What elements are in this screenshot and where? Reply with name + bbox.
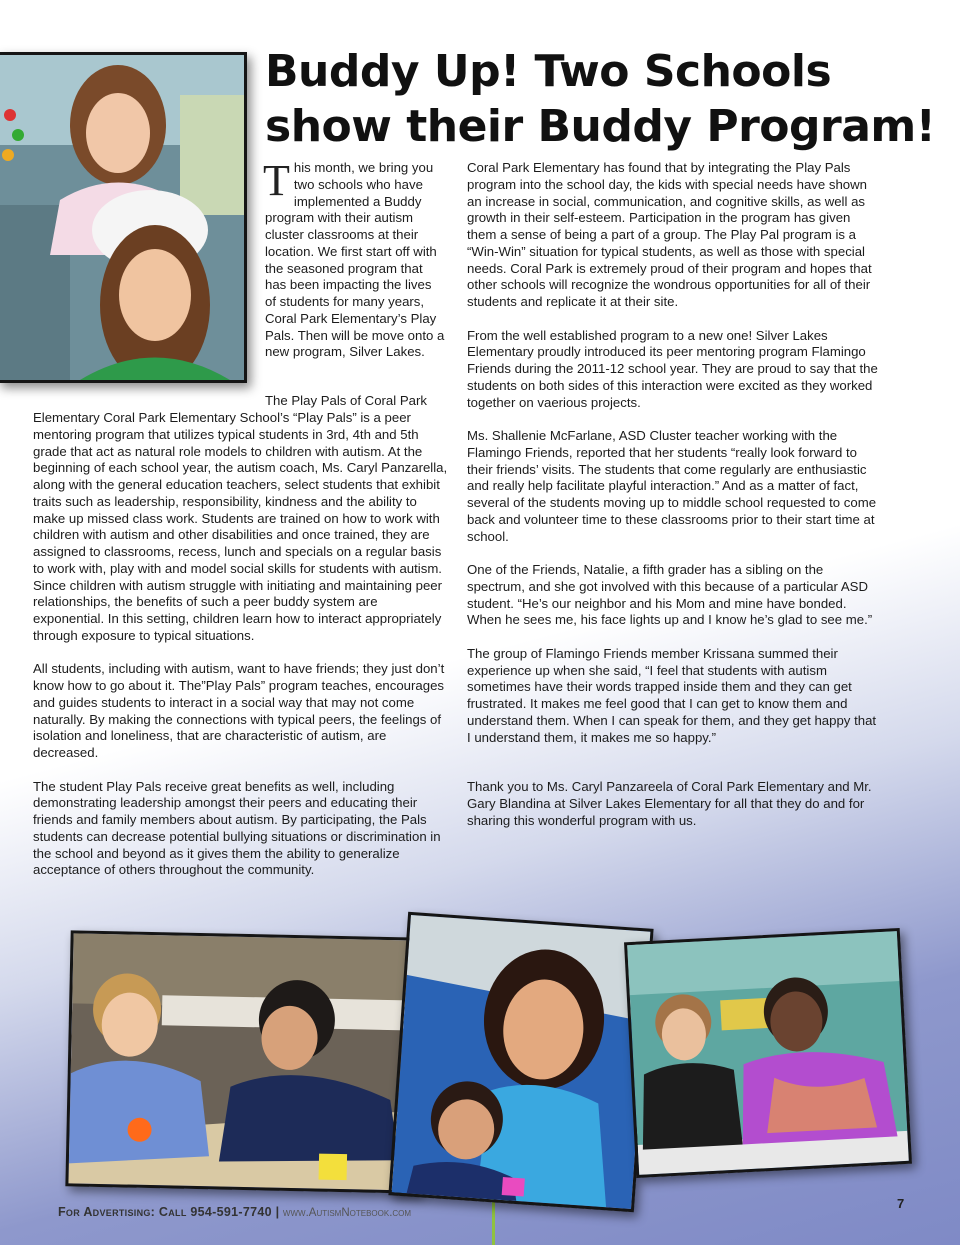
- drop-cap: T: [263, 156, 290, 205]
- right-paragraph-4: One of the Friends, Natalie, a fifth grader has a sibling on the spectrum, and she got involved with this because of a particular ASD student. “He’s our neighbor and his Mom and mine have bonded. When he sees me, his face lights up and I know he’s glad to see me.”: [467, 562, 873, 628]
- article-title: Buddy Up! Two Schools show their Buddy Program!: [265, 46, 936, 152]
- intro-text: his month, we bring you two schools who have implemented a Buddy program with their autism cluster classrooms at their location. We first start off with the seasoned program that has been impacting the lives of students for many years, Coral Park Elementary’s Play Pals. Then will be move onto a new program, Silver Lakes.: [265, 160, 445, 360]
- left-paragraph-3: The student Play Pals receive great benefits as well, including demonstrating leadership amongst their peers and educating their friends and family members about autism. By participating, the Pals students can decrease potential bullying situations or discrimination in the school and beyond as it gives them the ability to generalize acceptance of others throughout the community.: [33, 778, 441, 878]
- right-paragraph-6: Thank you to Ms. Caryl Panzareela of Coral Park Elementary and Mr. Gary Blandina at Silver Lakes Elementary for all that they do and for sharing this wonderful program with us.: [467, 779, 872, 828]
- page-number: 7: [897, 1196, 905, 1211]
- photo-boys-at-table: [65, 930, 424, 1193]
- left-column: [33, 410, 449, 879]
- left-paragraph-2: All students, including with autism, want to have friends; they just don’t know how to go about it. The”Play Pals” program teaches, encourages and guides students to interact in a social way that may not come naturally. By making the connections with typical peers, the feelings of isolation and loneliness, that are characteristic of autism, are decreased.: [33, 661, 445, 760]
- right-paragraph-1: Coral Park Elementary has found that by integrating the Play Pals program into the school day, the kids with special needs have shown an increase in social, communication, and cognitive skills, as well as growth in their self-esteem. Participation in the program has given them a sense of being a part of a group. The Play Pal program is a “Win-Win” situation for typical students, as well as those with special needs. Coral Park is extremely proud of their program and hopes that other schools will recognize the wondrous opportunities for all of their students and replicate it at their site.: [467, 160, 872, 309]
- photo-two-boys: [624, 928, 912, 1178]
- right-paragraph-2: From the well established program to a new one! Silver Lakes Elementary proudly introduced its peer mentoring program Flamingo Friends during the 2011-12 school year. They are proud to say that the students on both sides of this interaction were excited as they worked together on vaerious projects.: [467, 327, 878, 410]
- play-pals-heading-line: The Play Pals of Coral Park: [265, 393, 427, 408]
- intro-paragraph: [263, 156, 445, 361]
- right-column: [467, 160, 882, 830]
- advertising-line: For Advertising: Call 954-591-7740 |: [58, 1205, 280, 1219]
- photo-girl-and-boy: [388, 912, 653, 1212]
- left-column-lead: [265, 393, 445, 410]
- footer: [58, 1205, 411, 1219]
- right-paragraph-5: The group of Flamingo Friends member Krissana summed their experience up when she said, “I feel that students with autism sometimes have their words trapped inside them and they can get frustrated. It makes me feel good that I can get to know them and understand them. When I can speak for them, and they get happy that I understand them, it makes me so happy.”: [467, 645, 877, 745]
- right-paragraph-3: Ms. Shallenie McFarlane, ASD Cluster teacher working with the Flamingo Friends, reported that her students “really look forward to their friends’ visits. The students that come regularly are enthusiastic and really help facilitate playful interaction.” And as a matter of fact, several of the students moving up to middle school requested to come back and volunteer time to these classrooms prior to their start time at school.: [467, 428, 877, 544]
- photo-two-girls: [0, 52, 247, 383]
- website-url: www.AutismNotebook.com: [282, 1207, 412, 1219]
- left-paragraph-1: Elementary Coral Park Elementary School’s “Play Pals” is a peer mentoring program that utilizes typical students in 3rd, 4th and 5th grade that act as natural role models to children with autism. At the beginning of each school year, the autism coach, Ms. Caryl Panzarella, along with the general education teachers, select students that exhibit traits such as leadership, responsibility, kindness and the ability to make up missed class work. Students are trained on how to work with children with autism and other disabilities and once trained, they are assigned to classrooms, recess, lunch and specials on a regular basis to work with, play with and model social skills for students with autism. Since children with autism struggle with initiating and maintaining peer relationships, the benefits of such a peer buddy system are exponential. In this setting, children learn how to interact appropriately through exposure to typical situations.: [33, 410, 448, 643]
